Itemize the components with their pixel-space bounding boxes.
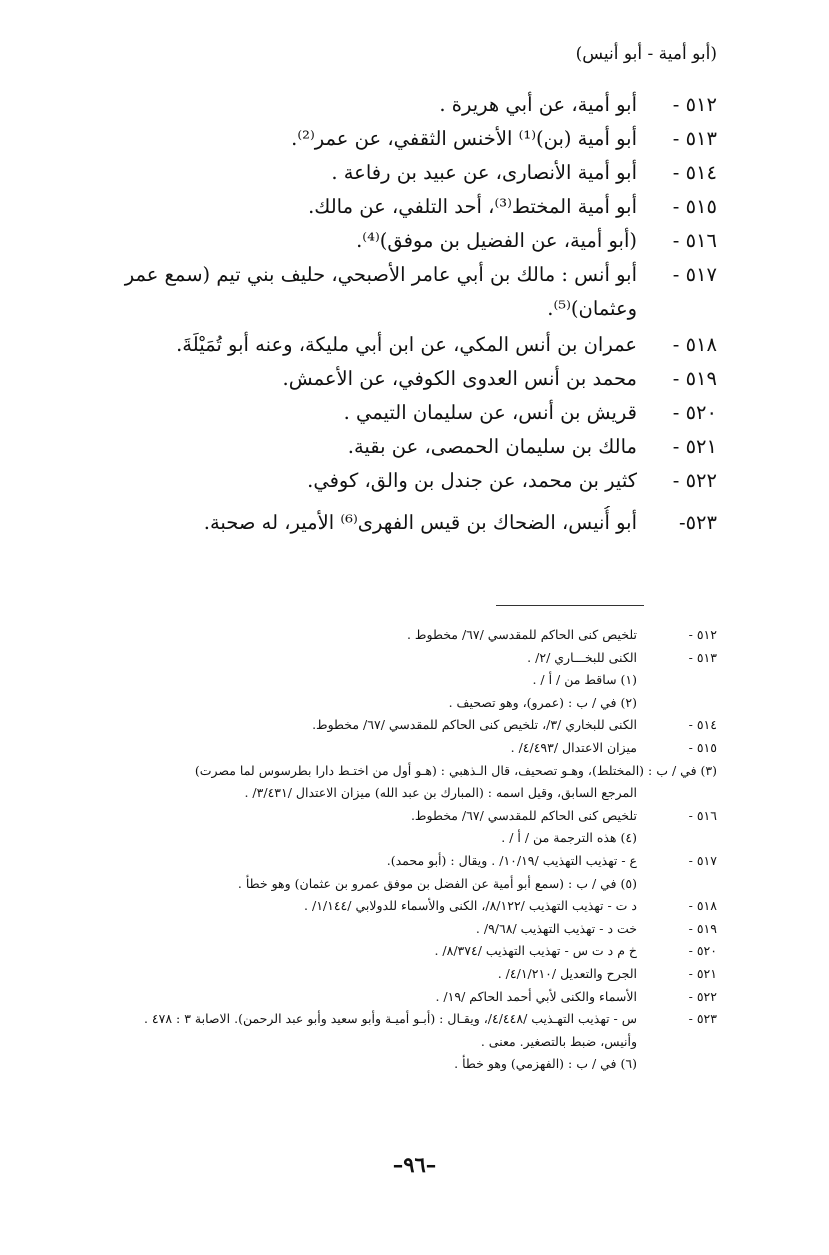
entry-517	[77, 258, 717, 328]
footnote-text: ع - تهذيب التهذيب /١٠/١٩/ . ويقال : (أبو محمد).	[386, 852, 637, 868]
footnote-line	[17, 827, 717, 850]
entry-text-continuation: وعثمان)⁽⁵⁾.	[547, 297, 637, 320]
entry-number: ٥١٧ -	[672, 263, 717, 286]
footnote-line	[17, 1031, 717, 1054]
entries-list	[77, 88, 717, 540]
entry-text: عمران بن أنس المكي، عن ابن أبي مليكة، وعنه أبو تُمَيْلَةَ.	[176, 333, 637, 356]
footnote-number: ٥١٨ -	[688, 898, 717, 914]
footnote-line	[17, 669, 717, 692]
entry-text: أبو أمية المختط⁽³⁾، أحد التلفي، عن مالك.	[308, 195, 637, 218]
footnote-number: ٥١٢ -	[688, 627, 717, 642]
footnote-separator	[496, 605, 644, 606]
footnote-number: ٥٢٢ -	[688, 988, 717, 1004]
footnote-line	[17, 918, 717, 941]
entry-text	[77, 258, 637, 326]
footnote-line	[17, 1053, 717, 1076]
footnote-text: س - تهذيب التهـذيب /٤/٤٤٨/، ويقـال : (أبـو أميـة وأبو سعيد وأبو عبد الرحمن). الاصابة ٣ : ٤٧٨ .	[143, 1011, 637, 1027]
entry-number: ٥٢٣-	[678, 511, 717, 534]
footnote-line	[17, 986, 717, 1009]
footnote-line	[17, 624, 717, 647]
entry-512	[77, 88, 717, 122]
footnote-text: (٣) في / ب : (المختلط)، وهـو تصحيف، قال الـذهبي : (هـو أول من اختـط دارا بطرسوس لما مصرت)	[194, 762, 717, 778]
entry-text: (أبو أمية، عن الفضيل بن موفق)⁽⁴⁾.	[356, 229, 637, 252]
footnote-line	[17, 805, 717, 828]
footnote-number: ٥١٤ -	[688, 717, 717, 733]
footnote-text: (٥) في / ب : (سمع أبو أمية عن الفضل بن موفق عمرو بن عثمان) وهو خطأ .	[237, 875, 637, 891]
footnotes-list	[17, 624, 717, 1076]
footnote-text: الأسماء والكنى لأبي أحمد الحاكم /١٩/ .	[435, 988, 637, 1004]
footnote-line	[17, 895, 717, 918]
entry-513	[77, 122, 717, 156]
footnote-number: ٥١٣ -	[688, 649, 717, 665]
entry-text: محمد بن أنس العدوى الكوفي، عن الأعمش.	[282, 367, 637, 390]
footnote-line	[17, 760, 717, 783]
entry-number: ٥١٩ -	[672, 367, 717, 390]
footnote-number: ٥٢٣ -	[688, 1011, 717, 1027]
entry-number: ٥٢١ -	[672, 435, 717, 458]
footnote-line	[17, 647, 717, 670]
footnote-text: الكنى للبخاري /٣/، تلخيص كنى الحاكم للمقدسي /٦٧/ مخطوط.	[312, 717, 637, 733]
entry-number: ٥٢٢ -	[672, 469, 717, 492]
footnote-number: ٥١٥ -	[688, 739, 717, 755]
footnote-text: تلخيص كنى الحاكم للمقدسي /٦٧/ مخطوط .	[406, 627, 637, 642]
entry-text: مالك بن سليمان الحمصى، عن بقية.	[347, 435, 637, 458]
entry-number: ٥١٣ -	[672, 127, 717, 150]
footnote-number: ٥٢٠ -	[688, 943, 717, 959]
entry-519	[77, 362, 717, 396]
footnote-text: (٤) هذه الترجمة من / أ / .	[501, 830, 637, 846]
entry-522	[77, 464, 717, 498]
footnote-line	[17, 873, 717, 896]
entry-521	[77, 430, 717, 464]
entry-518	[77, 328, 717, 362]
entry-text: أبو أمية (بن)⁽¹⁾ الأخنس الثقفي، عن عمر⁽²⁾.	[291, 127, 637, 150]
entry-514	[77, 156, 717, 190]
footnote-number: ٥٢١ -	[688, 965, 717, 981]
footnote-text: د ت - تهذيب التهذيب /٨/١٢٢/، الكنى والأسماء للدولابي /١/١٤٤/ .	[304, 898, 637, 914]
entry-number: ٥١٤ -	[672, 161, 717, 184]
entry-text: أبو أُنيس، الضحاك بن قيس الفهرى⁽⁶⁾ الأمير، له صحبة.	[203, 511, 637, 534]
footnote-text: (٦) في / ب : (الفهزمي) وهو خطأ .	[454, 1056, 637, 1072]
footnote-text: ميزان الاعتدال /٤/٤٩٣/ .	[510, 739, 637, 755]
footnote-number: ٥١٧ -	[688, 852, 717, 868]
footnote-text: خت د - تهذيب التهذيب /٩/٦٨/ .	[475, 920, 637, 936]
footnote-text: (٢) في / ب : (عمرو)، وهو تصحيف .	[448, 694, 637, 710]
entry-number: ٥١٦ -	[672, 229, 717, 252]
entry-text: أبو أمية الأنصارى، عن عبيد بن رفاعة .	[331, 161, 637, 184]
footnote-text: الكنى للبخـــاري /٢/ .	[527, 649, 637, 665]
running-head: (أبو أمية - أبو أنيس)	[575, 44, 717, 64]
footnote-number: ٥١٩ -	[688, 920, 717, 936]
footnote-line	[17, 782, 717, 805]
entry-text: قريش بن أنس، عن سليمان التيمي .	[343, 401, 637, 424]
footnote-text: (١) ساقط من / أ / .	[532, 672, 637, 688]
entry-text: كثير بن محمد، عن جندل بن والق، كوفي.	[307, 469, 637, 492]
entry-523	[77, 506, 717, 540]
footnote-number: ٥١٦ -	[688, 807, 717, 823]
entry-number: ٥١٥ -	[672, 195, 717, 218]
footnote-line	[17, 1008, 717, 1031]
entry-516	[77, 224, 717, 258]
footnote-text: وأنيس، ضبط بالتصغير. معنى .	[480, 1033, 637, 1049]
footnote-text: الجرح والتعديل /٤/١/٢١٠/ .	[497, 965, 637, 981]
entry-number: ٥٢٠ -	[672, 401, 717, 424]
footnote-line	[17, 850, 717, 873]
page-number: –٩٦–	[392, 1152, 437, 1177]
footnote-line	[17, 737, 717, 760]
footnote-text: خ م د ت س - تهذيب التهذيب /٨/٣٧٤/ .	[434, 943, 637, 959]
entry-520	[77, 396, 717, 430]
footnote-line	[17, 963, 717, 986]
entry-text: أبو أمية، عن أبي هريرة .	[439, 93, 637, 116]
footnote-line	[17, 714, 717, 737]
footnote-text: تلخيص كنى الحاكم للمقدسي /٦٧/ مخطوط.	[410, 807, 637, 823]
footnote-line	[17, 940, 717, 963]
footnote-text: المرجع السابق، وقيل اسمه : (المبارك بن عبد الله) ميزان الاعتدال /٣/٤٣١/ .	[244, 785, 637, 801]
entry-text-line: أبو أنس : مالك بن أبي عامر الأصبحي، حليف بني تيم (سمع عمر	[124, 263, 637, 286]
entry-number: ٥١٨ -	[672, 333, 717, 356]
entry-515	[77, 190, 717, 224]
footnote-line	[17, 692, 717, 715]
entry-number: ٥١٢ -	[672, 93, 717, 116]
